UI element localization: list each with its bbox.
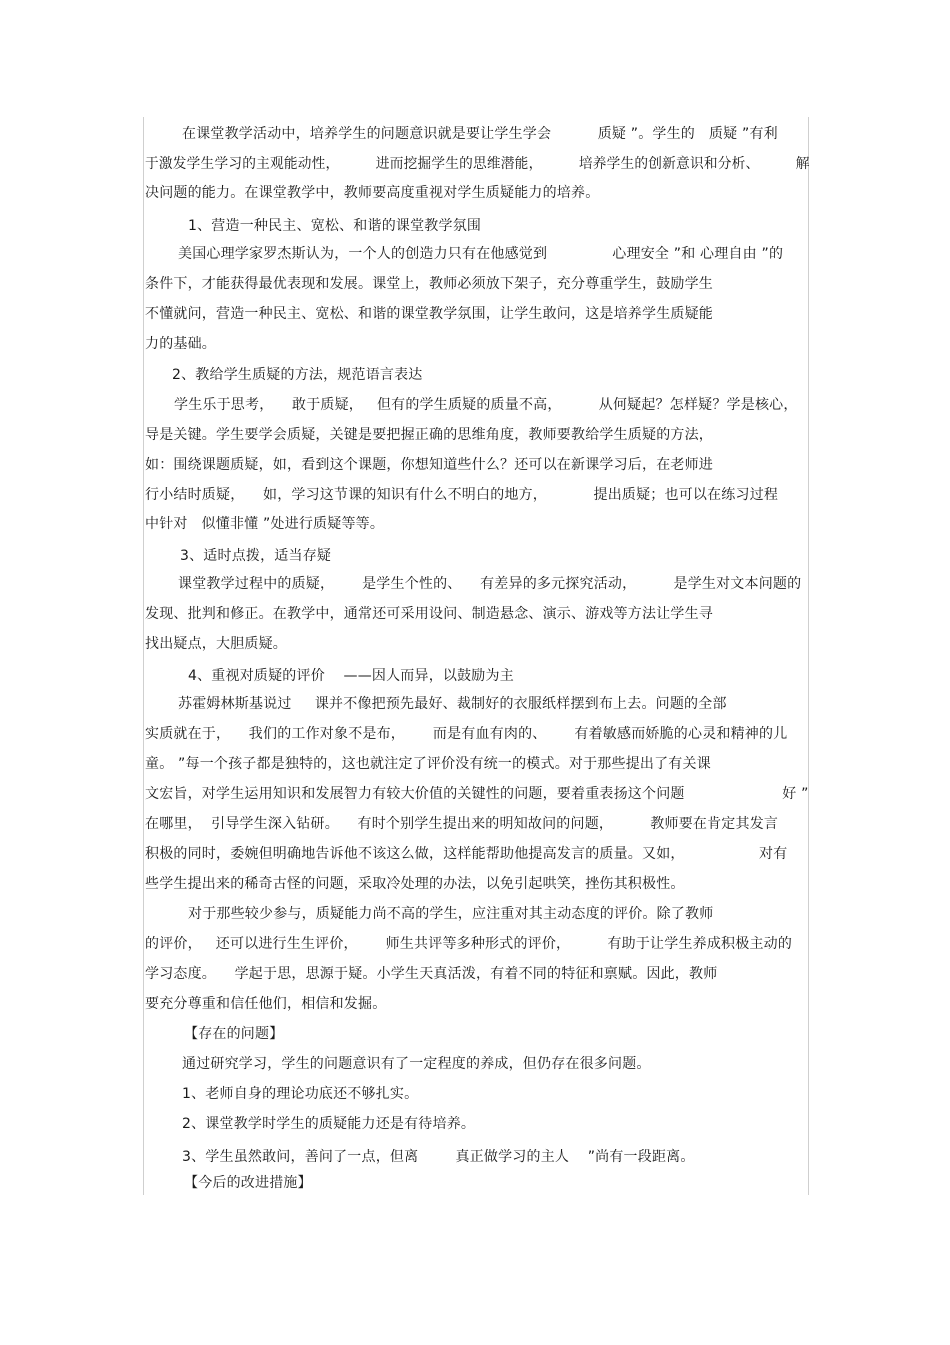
body-line: 学生乐于思考， 敢于质疑， 但有的学生质疑的质量不高， 从何疑起？怎样疑？学是核心， [174, 397, 798, 413]
body-line: 实质就在于， 我们的工作对象不是布， 而是有血有肉的、 有着敏感而娇脆的心灵和精神的儿 [145, 726, 788, 742]
list-item: 2、课堂教学时学生的质疑能力还是有待培养。 [182, 1116, 476, 1132]
body-line: 找出疑点，大胆质疑。 [145, 636, 287, 652]
body-line: 在哪里， 引导学生深入钻研。 有时个别学生提出来的明知故问的问题， 教师要在肯定其发言 [145, 816, 779, 832]
body-line: 力的基础。 [145, 336, 216, 352]
body-line: 于激发学生学习的主观能动性， 进而挖掘学生的思维潜能， 培养学生的创新意识和分析、 解 [145, 156, 810, 172]
body-line: 条件下，才能获得最优表现和发展。课堂上，教师必须放下架子，充分尊重学生，鼓励学生 [145, 276, 713, 292]
body-line: 美国心理学家罗杰斯认为，一个人的创造力只有在他感觉到 心理安全 ”和 心理自由 ”的 [178, 246, 784, 262]
body-line: 决问题的能力。在课堂教学中，教师要高度重视对学生质疑能力的培养。 [145, 185, 600, 201]
section-heading: 3、适时点拨，适当存疑 [180, 548, 332, 564]
body-line: 在课堂教学活动中，培养学生的问题意识就是要让学生学会 质疑 ”。学生的 质疑 ”有利 [182, 126, 778, 142]
section-heading: 【今后的改进措施】 [184, 1175, 312, 1191]
section-heading: 1、营造一种民主、宽松、和谐的课堂教学氛围 [188, 218, 482, 234]
body-line: 导是关键。学生要学会质疑，关键是要把握正确的思维角度，教师要教给学生质疑的方法， [145, 427, 713, 443]
body-line: 要充分尊重和信任他们，相信和发掘。 [145, 996, 387, 1012]
list-item: 1、老师自身的理论功底还不够扎实。 [182, 1086, 419, 1102]
section-heading: 【存在的问题】 [184, 1026, 284, 1042]
body-line: 如：围绕课题质疑，如，看到这个课题，你想知道些什么？还可以在新课学习后，在老师进 [145, 457, 713, 473]
body-line: 童。 ”每一个孩子都是独特的，这也就注定了评价没有统一的模式。对于那些提出了有关课 [145, 756, 711, 772]
body-line: 通过研究学习，学生的问题意识有了一定程度的养成，但仍存在很多问题。 [182, 1056, 651, 1072]
section-heading: 2、教给学生质疑的方法，规范语言表达 [172, 367, 423, 383]
body-line: 的评价， 还可以进行生生评价， 师生共评等多种形式的评价， 有助于让学生养成积极主动的 [145, 936, 793, 952]
body-line: 苏霍姆林斯基说过 课并不像把预先最好、裁制好的衣服纸样摆到布上去。问题的全部 [178, 696, 727, 712]
section-heading: 4、重视对质疑的评价 ——因人而异，以鼓励为主 [188, 668, 514, 684]
body-line: 不懂就问，营造一种民主、宽松、和谐的课堂教学氛围，让学生敢问，这是培养学生质疑能 [145, 306, 713, 322]
body-line: 对于那些较少参与，质疑能力尚不高的学生，应注重对其主动态度的评价。除了教师 [188, 906, 714, 922]
body-line: 学习态度。 学起于思，思源于疑。小学生天真活泼，有着不同的特征和禀赋。因此，教师 [145, 966, 718, 982]
body-line: 发现、批判和修正。在教学中，通常还可采用设问、制造悬念、演示、游戏等方法让学生寻 [145, 606, 713, 622]
list-item: 3、学生虽然敢问，善问了一点，但离 真正做学习的主人 ”尚有一段距离。 [182, 1149, 695, 1165]
body-line: 中针对 似懂非懂 ”处进行质疑等等。 [145, 516, 385, 532]
body-line: 课堂教学过程中的质疑， 是学生个性的、 有差异的多元探究活动， 是学生对文本问题的 [178, 576, 802, 592]
body-line: 行小结时质疑， 如，学习这节课的知识有什么不明白的地方， 提出质疑；也可以在练习过程 [145, 487, 779, 503]
body-line: 文宏旨，对学生运用知识和发展智力有较大价值的关键性的问题，要着重表扬这个问题 好 ” [145, 786, 809, 802]
body-line: 积极的同时，委婉但明确地告诉他不该这么做，这样能帮助他提高发言的质量。又如， 对有 [145, 846, 788, 862]
body-line: 些学生提出来的稀奇古怪的问题，采取冷处理的办法，以免引起哄笑，挫伤其积极性。 [145, 876, 685, 892]
